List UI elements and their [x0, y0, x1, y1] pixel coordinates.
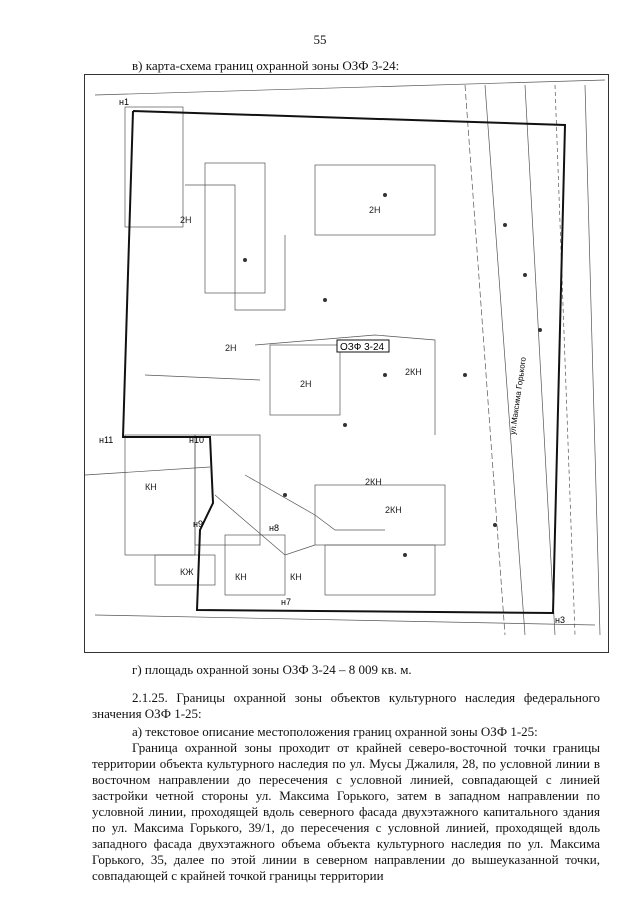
- building-label: 2КН: [385, 505, 402, 515]
- point-n11: н11: [99, 435, 114, 445]
- zone-label: ОЗФ 3-24: [340, 342, 385, 353]
- building-label: 2Н: [369, 205, 381, 215]
- map-drawing: [85, 75, 608, 652]
- boundary-map: [84, 74, 609, 653]
- body-paragraph: Граница охранной зоны проходит от крайней северо-восточной точки границы территории объекта культурного наследия по ул. Мусы Джалиля, 28, по условной линии в восточном направлении до пересечения с условной линией, совпадающей с линией застройки четной стороны ул. Максима Горького, затем в западном направлении по условной линии, проходящей вдоль северного фасада двухэтажного капитального здания по ул. Максима Горького, 39/1, до пересечения с условной линией, проходящей вдоль западного фасада двухэтажного объема объекта культурного наследия по ул. Максима Горького, 35, далее по этой линии в северном направлении до вышеуказанной точки, совпадающей с крайней точкой границы территории: [92, 740, 600, 883]
- point-n9: н9: [193, 519, 203, 529]
- point-n3: н3: [555, 615, 565, 625]
- map-background-lines: [85, 80, 605, 635]
- building-label: 2КН: [405, 367, 422, 377]
- building-label: 2Н: [300, 379, 312, 389]
- building-label: КЖ: [180, 567, 194, 577]
- section-heading-text: 2.1.25. Границы охранной зоны объектов культурного наследия федерального значения ОЗФ 1-25:: [92, 690, 600, 721]
- zone-area: г) площадь охранной зоны ОЗФ 3-24 – 8 009 кв. м.: [132, 662, 412, 677]
- street-label: ул.Максима Горького: [508, 356, 528, 436]
- point-n8: н8: [269, 523, 279, 533]
- building-label: 2КН: [365, 477, 382, 487]
- point-n7: н7: [281, 597, 291, 607]
- building-label: КН: [235, 572, 247, 582]
- building-label: КН: [145, 482, 157, 492]
- page-number: 55: [313, 32, 327, 47]
- building-label: 2Н: [225, 343, 237, 353]
- point-n10: н10: [189, 435, 204, 445]
- building-label: КН: [290, 572, 302, 582]
- sub-heading: а) текстовое описание местоположения границ охранной зоны ОЗФ 1-25:: [132, 724, 538, 739]
- zone-boundary: [123, 111, 565, 613]
- building-label: 2Н: [180, 215, 192, 225]
- section-heading: [92, 690, 600, 722]
- map-caption: в) карта-схема границ охранной зоны ОЗФ 3-24:: [132, 58, 400, 73]
- point-n1: н1: [119, 97, 129, 107]
